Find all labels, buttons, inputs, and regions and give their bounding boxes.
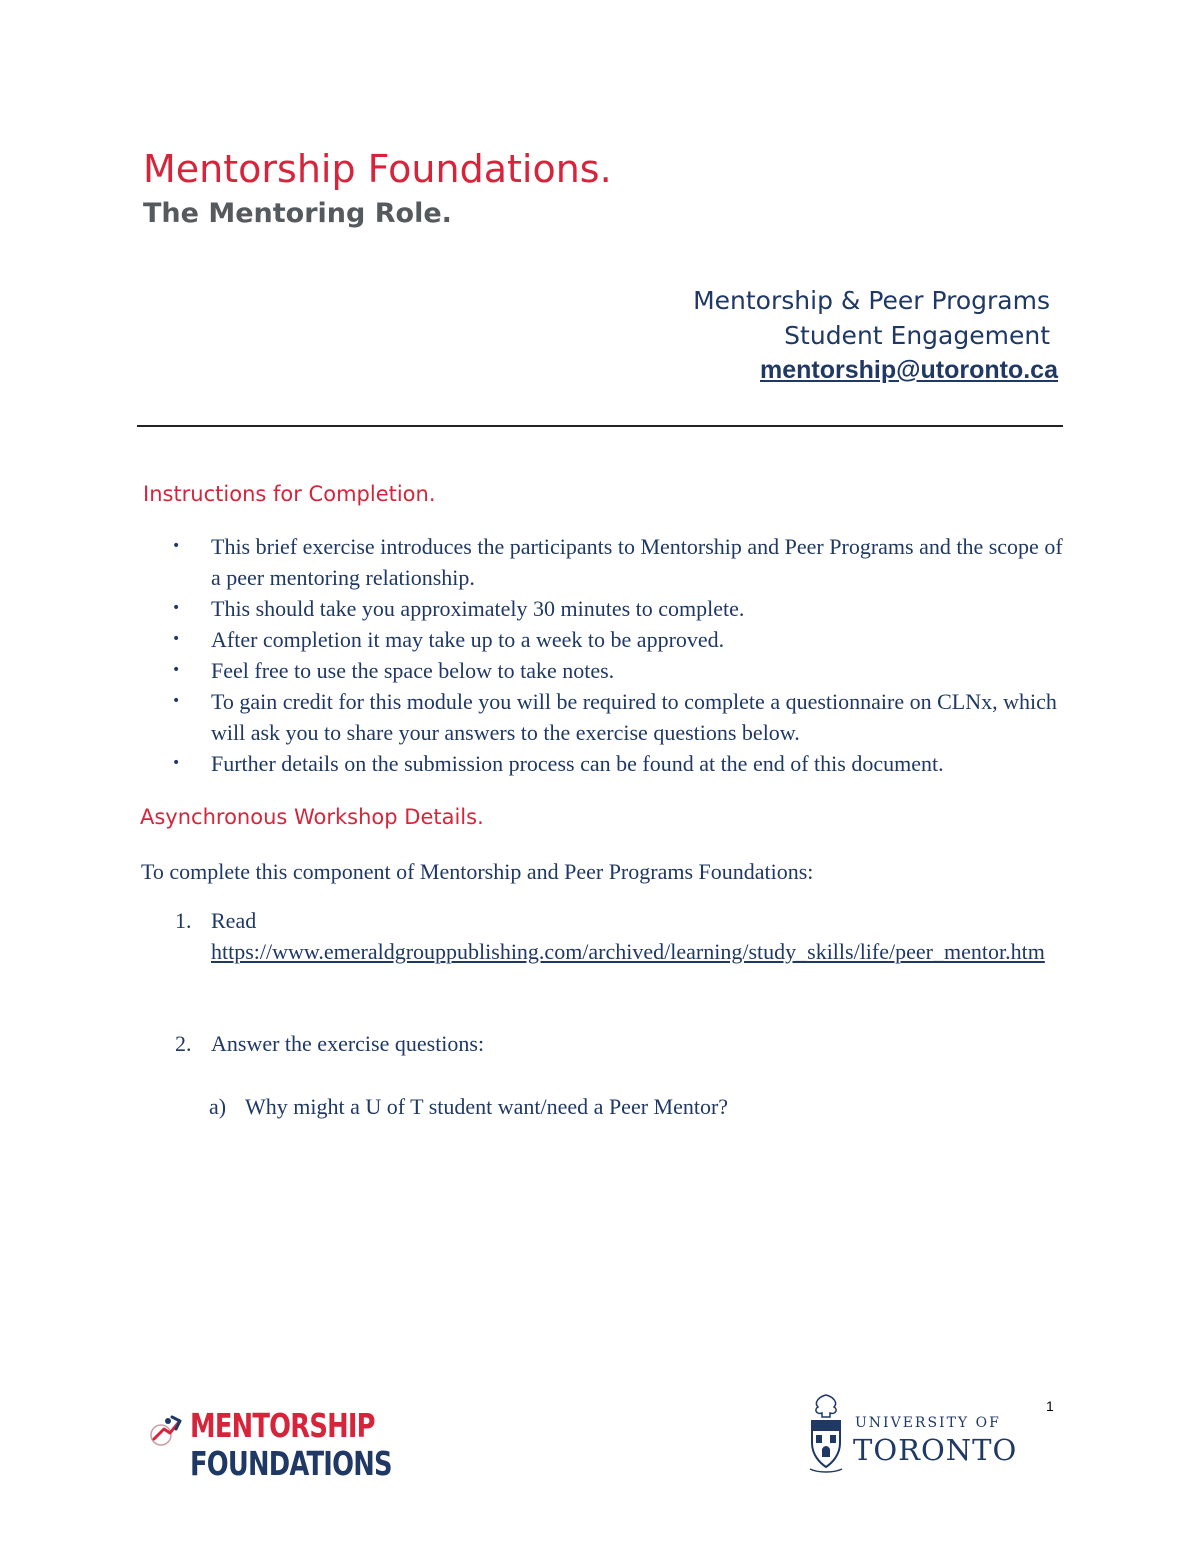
step-label: Read — [211, 908, 257, 933]
bullet-icon: • — [172, 631, 181, 647]
logo-line-university-of: UNIVERSITY OF — [855, 1415, 1001, 1431]
contact-block — [693, 283, 1058, 388]
horizontal-divider — [137, 425, 1063, 427]
exercise-question-a — [209, 1091, 728, 1122]
list-item-text: After completion it may take up to a week to be approved. — [211, 627, 725, 652]
step-read — [175, 905, 1065, 967]
logo-line-toronto: TORONTO — [853, 1433, 1018, 1467]
question-text: Why might a U of T student want/need a Peer Mentor? — [245, 1094, 729, 1119]
step-number: 2. — [175, 1031, 192, 1056]
contact-email-link[interactable]: mentorship@utoronto.ca — [760, 356, 1058, 384]
document-title: Mentorship Foundations. — [143, 147, 612, 191]
list-item — [160, 624, 1070, 655]
question-letter: a) — [209, 1094, 227, 1119]
page-number: 1 — [1046, 1398, 1054, 1414]
workshop-intro: To complete this component of Mentorship and Peer Programs Foundations: — [141, 859, 814, 884]
list-item — [160, 655, 1070, 686]
bullet-icon: • — [172, 662, 181, 678]
logo-line-foundations: FOUNDATIONS — [190, 1444, 392, 1483]
logo-line-mentorship: MENTORSHIP — [190, 1406, 375, 1445]
step-label: Answer the exercise questions: — [211, 1031, 485, 1056]
list-item-text: This brief exercise introduces the participants to Mentorship and Peer Programs and the scope of a peer mentoring relationship. — [211, 534, 1063, 590]
list-item — [160, 531, 1070, 593]
bullet-icon: • — [172, 600, 181, 616]
list-item — [160, 686, 1070, 748]
contact-division: Student Engagement — [784, 321, 1050, 350]
list-item-text: To gain credit for this module you will be required to complete a questionnaire on CLNx, which will ask you to share your answers to the exercise questions below. — [211, 689, 1057, 745]
bullet-icon: • — [172, 538, 181, 554]
list-item-text: Further details on the submission process can be found at the end of this document. — [211, 751, 944, 776]
instructions-list — [160, 531, 1070, 779]
university-of-toronto-logo — [808, 1393, 1023, 1478]
contact-department: Mentorship & Peer Programs — [693, 286, 1050, 315]
mentorship-foundations-logo — [148, 1403, 392, 1483]
list-item-text: This should take you approximately 30 minutes to complete. — [211, 596, 745, 621]
document-subtitle: The Mentoring Role. — [143, 198, 452, 229]
university-crest-icon — [808, 1393, 844, 1473]
bullet-icon: • — [172, 755, 181, 771]
step-answer — [175, 1028, 1065, 1059]
instructions-heading: Instructions for Completion. — [143, 482, 436, 506]
mentorship-handshake-icon — [148, 1409, 188, 1449]
list-item-text: Feel free to use the space below to take notes. — [211, 658, 615, 683]
bullet-icon: • — [172, 693, 181, 709]
workshop-heading: Asynchronous Workshop Details. — [140, 805, 484, 829]
list-item — [160, 593, 1070, 624]
article-link[interactable]: https://www.emeraldgrouppublishing.com/archived/learning/study_skills/life/peer_mentor.htm — [211, 939, 1045, 964]
step-number: 1. — [175, 908, 192, 933]
list-item — [160, 748, 1070, 779]
